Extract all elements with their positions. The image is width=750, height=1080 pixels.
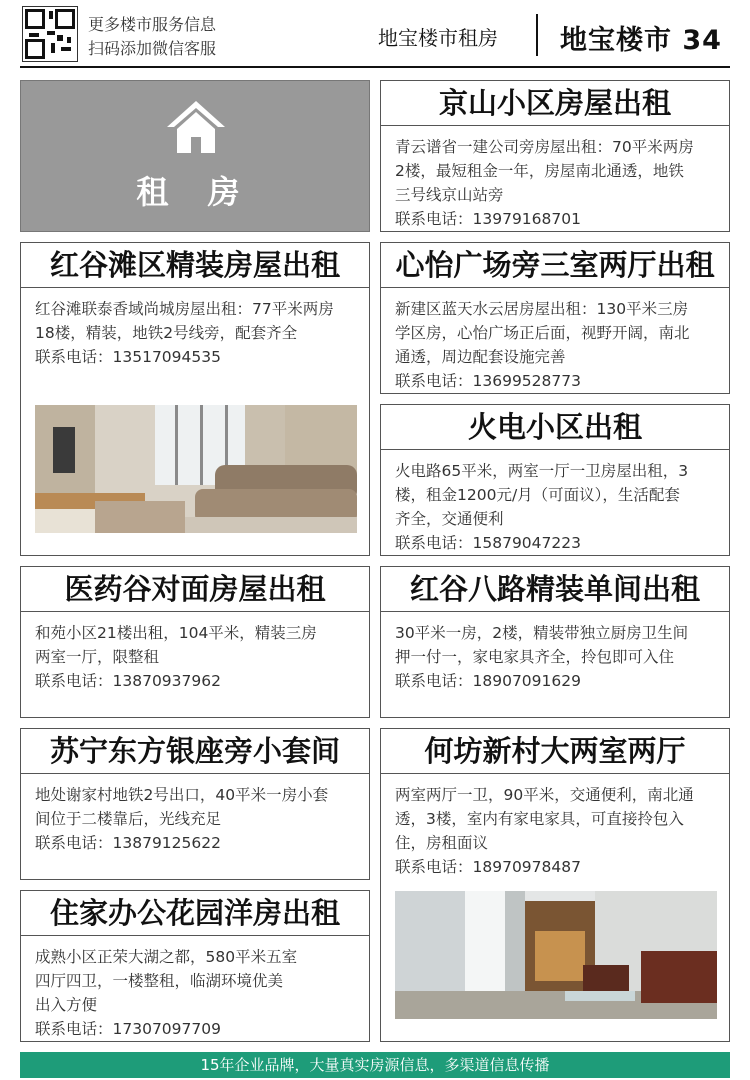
qr-caption-line2: 扫码添加微信客服 <box>88 39 217 58</box>
listing-text: 地处谢家村地铁2号出口，40平米一房小套 <box>35 786 329 804</box>
listing-title: 医药谷对面房屋出租 <box>21 567 369 612</box>
listing-phone: 联系电话：18907091629 <box>395 672 581 690</box>
listing-title: 苏宁东方银座旁小套间 <box>21 729 369 774</box>
listing-text: 两室一厅，限整租 <box>35 648 160 666</box>
listing-phone: 联系电话：13979168701 <box>395 210 581 228</box>
listing-card <box>380 404 730 556</box>
listing-card <box>380 728 730 1042</box>
listing-text: 成熟小区正荣大湖之都，580平米五室 <box>35 948 298 966</box>
logo-label: 租 房 <box>136 173 254 211</box>
header-rule <box>20 66 730 68</box>
listing-phone: 联系电话：15879047223 <box>395 534 581 552</box>
listing-text: 18楼，精装，地铁2号线旁，配套齐全 <box>35 324 298 342</box>
listing-title: 火电小区出租 <box>381 405 729 450</box>
listing-text: 新建区蓝天水云居房屋出租：130平米三房 <box>395 300 689 318</box>
room-interior-photo <box>395 891 717 1019</box>
listing-text: 间位于二楼靠后，光线充足 <box>35 810 222 828</box>
listing-phone: 联系电话：17307097709 <box>35 1020 221 1038</box>
listing-text: 楼，租金1200元/月（可面议），生活配套 <box>395 486 680 504</box>
listing-text: 两室两厅一卫，90平米，交通便利，南北通 <box>395 786 694 804</box>
listing-card <box>20 728 370 880</box>
listing-text: 和苑小区21楼出租，104平米，精装三房 <box>35 624 317 642</box>
listing-phone: 联系电话：13699528773 <box>395 372 581 390</box>
listing-text: 三号线京山站旁 <box>395 186 504 204</box>
listing-phone: 联系电话：13879125622 <box>35 834 221 852</box>
listing-phone: 联系电话：13517094535 <box>35 348 221 366</box>
listing-text: 押一付一，家电家具齐全，拎包即可入住 <box>395 648 675 666</box>
listing-title: 红谷滩区精装房屋出租 <box>21 243 369 288</box>
listing-title: 京山小区房屋出租 <box>381 81 729 126</box>
rental-logo-block <box>20 80 370 232</box>
listing-card <box>20 566 370 718</box>
listing-phone: 联系电话：18970978487 <box>395 858 581 876</box>
listing-text: 齐全，交通便利 <box>395 510 504 528</box>
listing-text: 出入方便 <box>35 996 98 1014</box>
header-divider <box>536 14 538 56</box>
qr-caption-line1: 更多楼市服务信息 <box>88 15 217 34</box>
listing-title: 何坊新村大两室两厅 <box>381 729 729 774</box>
qr-code <box>22 6 78 62</box>
listing-text: 2楼，最短租金一年，房屋南北通透，地铁 <box>395 162 684 180</box>
listing-text: 住，房租面议 <box>395 834 489 852</box>
house-icon <box>165 99 227 155</box>
listing-text: 青云谱省一建公司旁房屋出租：70平米两房 <box>395 138 694 156</box>
listing-text: 四厅四卫，一楼整租，临湖环境优美 <box>35 972 284 990</box>
listing-title: 红谷八路精装单间出租 <box>381 567 729 612</box>
listing-text: 30平米一房，2楼，精装带独立厨房卫生间 <box>395 624 689 642</box>
listing-title: 住家办公花园洋房出租 <box>21 891 369 936</box>
listing-text: 火电路65平米，两室一厅一卫房屋出租，3 <box>395 462 689 480</box>
listing-card <box>380 80 730 232</box>
listing-card <box>20 242 370 556</box>
listing-text: 通透，周边配套设施完善 <box>395 348 566 366</box>
listing-card <box>20 890 370 1042</box>
listing-text: 透，3楼，室内有家电家具，可直接拎包入 <box>395 810 684 828</box>
listing-title: 心怡广场旁三室两厅出租 <box>381 243 729 288</box>
listing-card <box>380 242 730 394</box>
listing-text: 红谷滩联泰香域尚城房屋出租：77平米两房 <box>35 300 334 318</box>
listing-text: 学区房，心怡广场正后面，视野开阔，南北 <box>395 324 690 342</box>
listing-card <box>380 566 730 718</box>
publication-title: 地宝楼市 34 <box>560 25 722 56</box>
section-title: 地宝楼市租房 <box>378 26 498 50</box>
footer-banner: 15年企业品牌，大量真实房源信息，多渠道信息传播 <box>20 1052 730 1078</box>
listing-phone: 联系电话：13870937962 <box>35 672 221 690</box>
living-room-photo <box>35 405 357 533</box>
